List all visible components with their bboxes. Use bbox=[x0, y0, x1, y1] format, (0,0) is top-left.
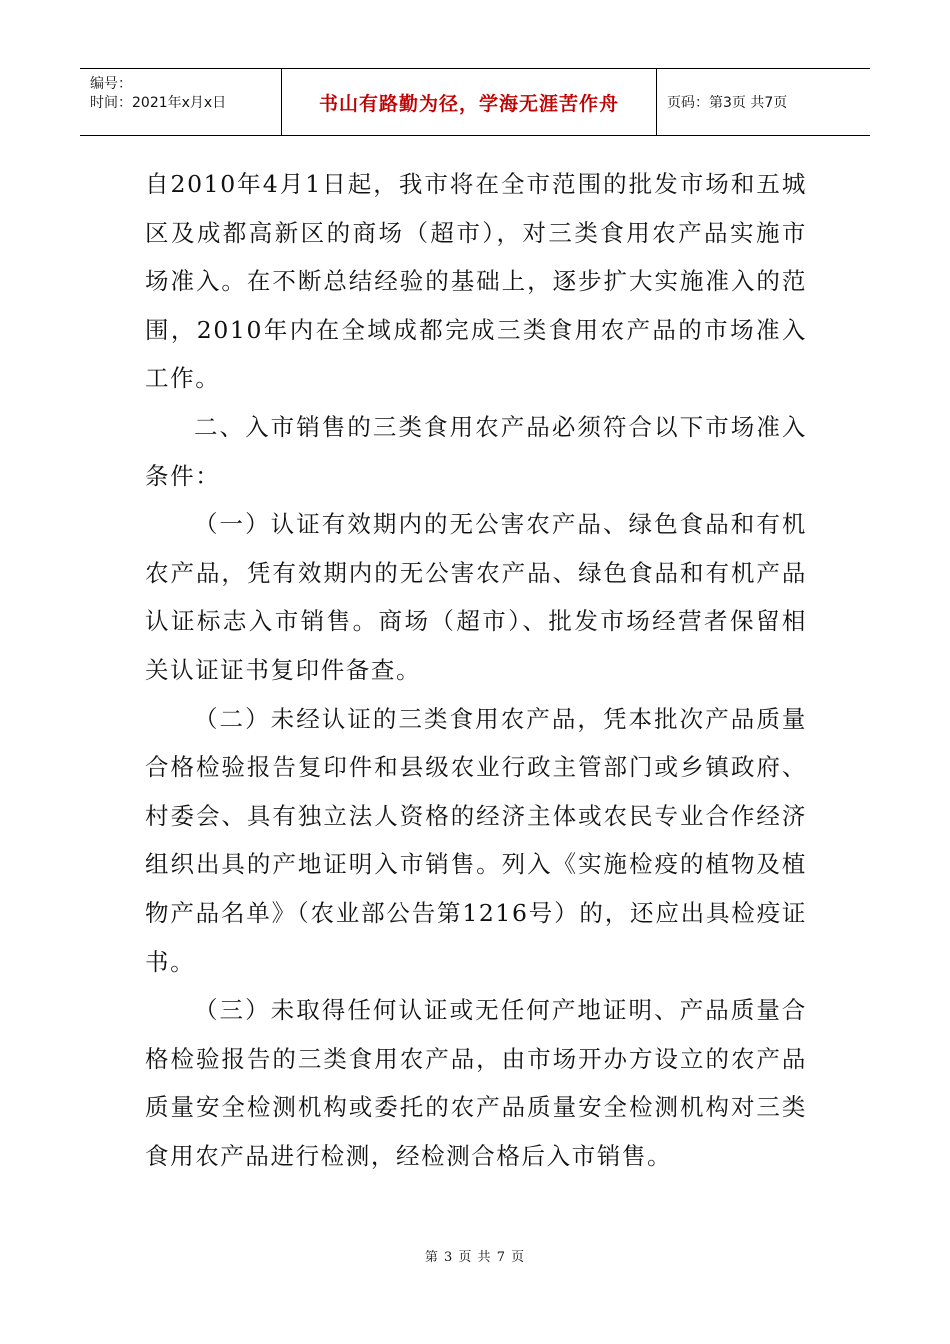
body-paragraph: 自2010年4月1日起，我市将在全市范围的批发市场和五城区及成都高新区的商场（超市），对三类食用农产品实施市场准入。在不断总结经验的基础上，逐步扩大实施准入的范围，2010年内在全域成都完成三类食用农产品的市场准入工作。 bbox=[145, 170, 807, 393]
header-page-cell bbox=[657, 69, 870, 135]
header-page-info: 页码：第3页 共7页 bbox=[667, 95, 788, 111]
document-body bbox=[145, 160, 807, 1180]
header-motto: 书山有路勤为径，学海无涯苦作舟 bbox=[318, 92, 619, 115]
body-paragraph: （二）未经认证的三类食用农产品，凭本批次产品质量合格检验报告复印件和县级农业行政主管部门或乡镇政府、村委会、具有独立法人资格的经济主体或农民专业合作经济组织出具的产地证明入市销售。列入《实施检疫的植物及植物产品名单》（农业部公告第1216号）的，还应出具检疫证书。 bbox=[145, 704, 807, 976]
body-paragraph: （三）未取得任何认证或无任何产地证明、产品质量合格检验报告的三类食用农产品，由市场开办方设立的农产品质量安全检测机构或委托的农产品质量安全检测机构对三类食用农产品进行检测，经检测合格后入市销售。 bbox=[145, 996, 807, 1170]
body-paragraph: （一）认证有效期内的无公害农产品、绿色食品和有机农产品，凭有效期内的无公害农产品、绿色食品和有机产品认证标志入市销售。商场（超市）、批发市场经营者保留相关认证证书复印件备查。 bbox=[145, 510, 807, 684]
header-meta-cell bbox=[80, 69, 282, 135]
page-footer: 第 3 页 共 7 页 bbox=[424, 1250, 526, 1265]
time-label: 时间：2021年x月x日 bbox=[90, 95, 227, 111]
header-motto-cell bbox=[282, 69, 657, 135]
number-label: 编号： bbox=[90, 76, 132, 92]
document-header bbox=[80, 68, 870, 136]
section-heading: 二、入市销售的三类食用农产品必须符合以下市场准入条件： bbox=[145, 412, 807, 490]
